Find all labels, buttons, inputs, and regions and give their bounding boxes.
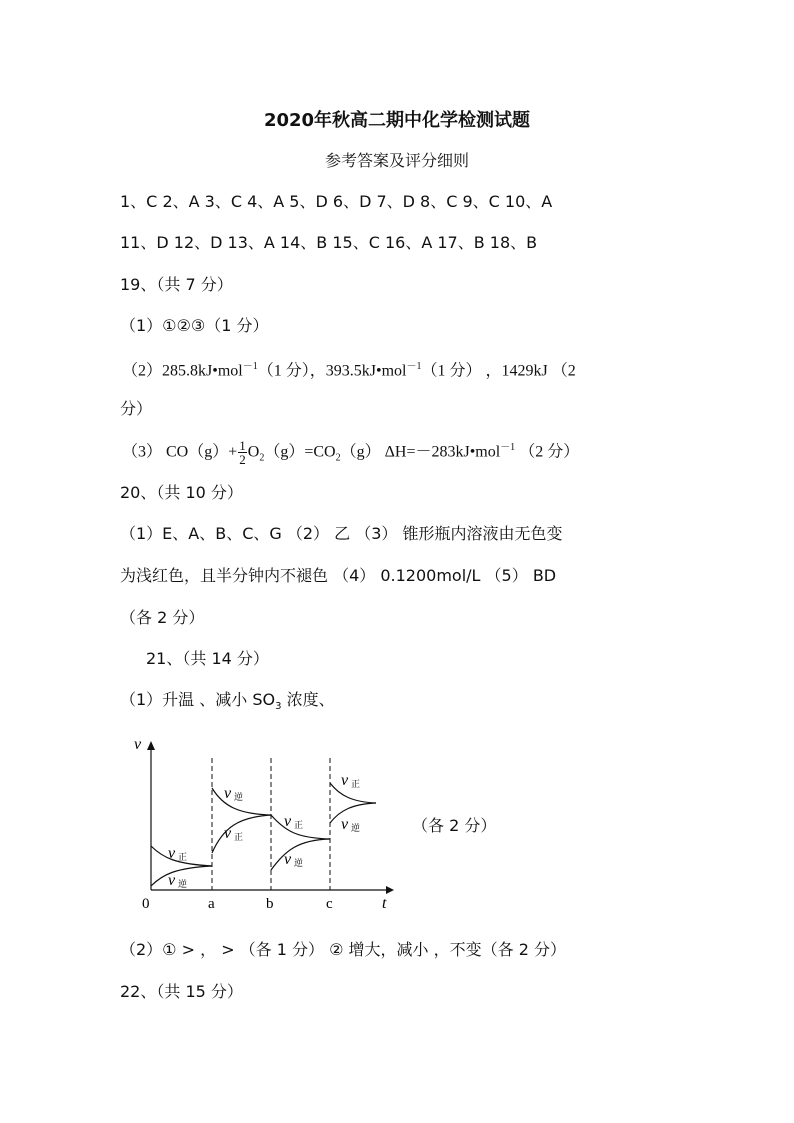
q19-part2-text-a: （2）285.8kJ•mol [122,362,243,380]
tick-label-b: b [266,896,274,912]
q19-part3-text-b: O [247,443,260,461]
svg-text:v: v [224,825,232,842]
q19-heading: 19、（共 7 分） [120,275,233,294]
exponent: －1 [406,361,422,372]
subscript: 2 [335,452,341,464]
fraction-numerator: 1 [239,438,246,454]
rate-time-graph [128,728,398,918]
x-axis-label: t [382,895,387,912]
svg-text:v: v [168,845,176,862]
q21-part2: （2）① > ， > （各 1 分） ② 增大，减小 ，不变（各 2 分） [120,940,566,959]
svg-text:v: v [341,772,349,789]
q20-line-3: （各 2 分） [120,608,205,627]
svg-text:逆: 逆 [294,859,304,869]
exponent: －1 [500,442,516,453]
svg-text:v: v [168,872,176,889]
svg-text:正: 正 [294,821,304,831]
label-v-forward-bc [284,813,303,831]
curve-reverse-c [330,803,376,823]
q21-graph-score-note: （各 2 分） [412,816,497,835]
q19-part2-text-c: （1 分） ，1429kJ （2 [421,362,576,380]
svg-text:v: v [224,785,232,802]
label-v-reverse-bc [284,851,303,869]
page-subtitle: 参考答案及评分细则 [324,151,469,170]
exponent: －1 [242,361,258,372]
y-axis-arrow [147,741,155,750]
mc-answers-row-2: 11、D 12、D 13、A 14、B 15、C 16、A 17、B 18、B [120,233,538,252]
y-axis-label: v [134,736,142,753]
mc-answers-row-1: 1、C 2、A 3、C 4、A 5、D 6、D 7、D 8、C 9、C 10、A [120,192,553,211]
svg-text:逆: 逆 [351,824,361,834]
x-axis-arrow [386,886,394,894]
fraction-denominator: 2 [239,452,246,468]
svg-text:v: v [341,816,349,833]
q19-part1: （1）①②③（1 分） [120,316,269,335]
svg-text:正: 正 [234,833,244,843]
q20-line-1: （1）E、A、B、C、G （2） 乙 （3） 锥形瓶内溶液由无色变 [120,524,563,543]
q20-heading: 20、（共 10 分） [120,483,243,502]
q19-part2-text-b: （1 分），393.5kJ•mol [257,362,407,380]
q19-part3-text-d: （g） ΔH=－283kJ•mol [340,443,501,461]
q20-line-2: 为浅红色，且半分钟内不褪色 （4） 0.1200mol/L （5） BD [120,566,557,585]
subscript: 2 [259,452,265,464]
label-v-forward-0a [168,845,187,863]
page-title: 2020年秋高二期中化学检测试题 [263,110,531,131]
origin-label: 0 [142,896,150,912]
label-v-reverse-ab [224,785,243,803]
svg-text:正: 正 [178,853,188,863]
label-v-forward-c [341,772,360,790]
svg-text:逆: 逆 [234,793,244,803]
q21-part1-text-a: （1）升温 、减小 SO [120,690,276,709]
svg-text:正: 正 [351,780,361,790]
q19-part2 [122,357,576,381]
label-v-forward-ab [224,825,243,843]
q21-heading: 21、（共 14 分） [146,649,269,668]
q21-part1 [120,690,335,717]
q19-part3-text-c: （g）=CO [264,443,336,461]
tick-label-a: a [208,896,215,912]
subscript: 3 [275,701,282,713]
tick-label-c: c [326,896,333,912]
svg-text:v: v [284,851,292,868]
svg-text:v: v [284,813,292,830]
label-v-reverse-c [341,816,360,834]
fraction-one-half [238,439,247,466]
q19-part3-text-e: （2 分） [515,443,580,461]
q19-part3 [122,438,579,469]
label-v-reverse-0a [168,872,187,890]
q19-part3-text-a: （3） CO（g）+ [122,443,238,461]
q21-part1-text-b: 浓度、 [281,690,335,709]
q22-heading: 22、（共 15 分） [120,982,243,1001]
svg-text:逆: 逆 [178,880,188,890]
q19-part2-cont: 分） [120,399,153,418]
